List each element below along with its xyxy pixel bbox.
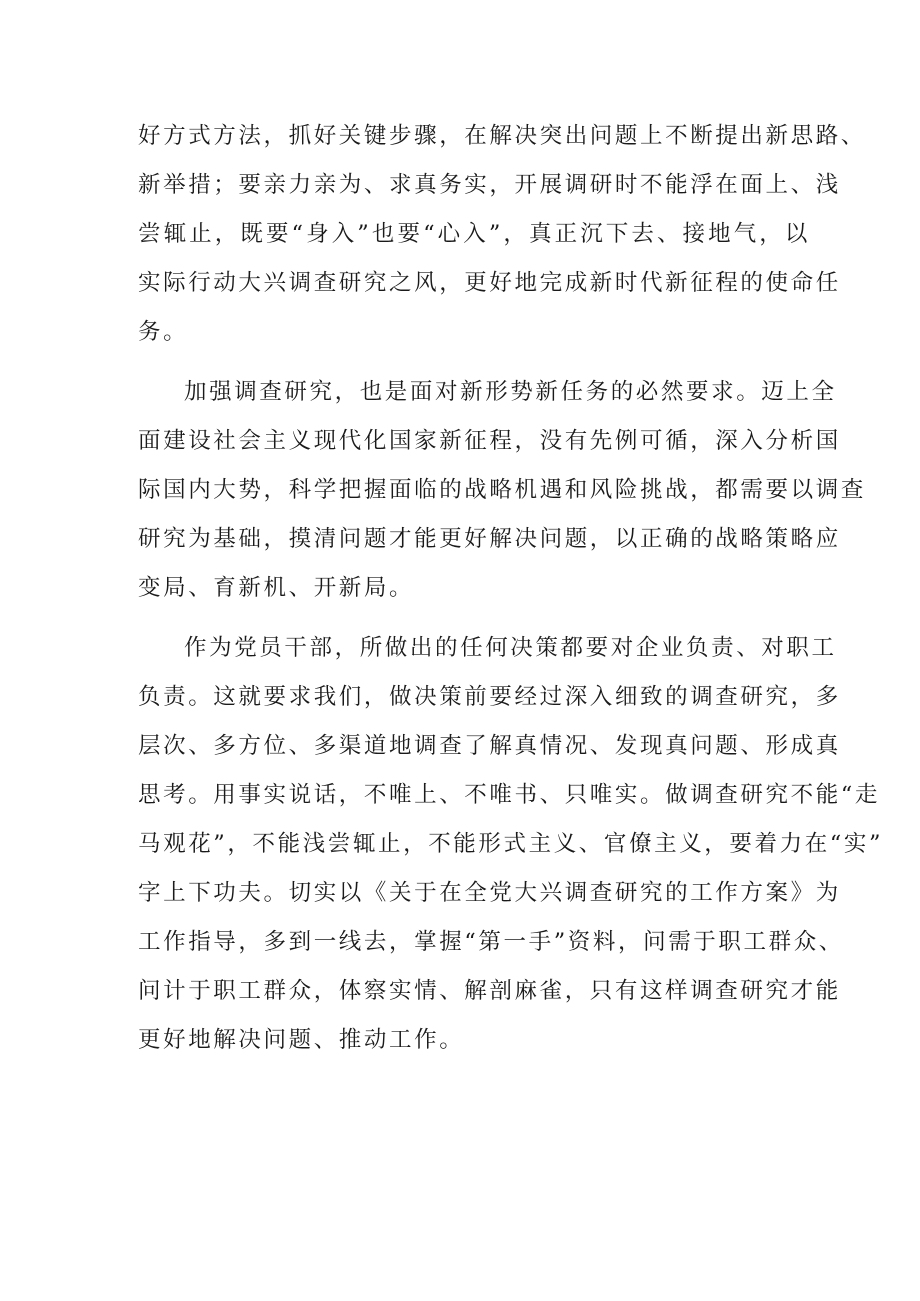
paragraph-line: 际国内大势，科学把握面临的战略机遇和风险挑战，都需要以调查	[138, 477, 866, 503]
paragraph-line: 思考。用事实说话，不唯上、不唯书、只唯实。做调查研究不能“走	[138, 782, 881, 808]
paragraph-line: 实际行动大兴调查研究之风，更好地完成新时代新征程的使命任	[138, 270, 841, 296]
paragraph-line: 层次、多方位、多渠道地调查了解真情况、发现真问题、形成真	[138, 733, 841, 759]
paragraph-line: 尝辄止，既要“身入”也要“心入”，真正沉下去、接地气，以	[138, 221, 810, 247]
paragraph-line: 负责。这就要求我们，做决策前要经过深入细致的调查研究，多	[138, 684, 841, 710]
paragraph-line: 面建设社会主义现代化国家新征程，没有先例可循，深入分析国	[138, 428, 841, 454]
paragraph-line: 务。	[138, 319, 189, 345]
paragraph-2	[138, 368, 866, 613]
paragraph-line: 好方式方法，抓好关键步骤，在解决突出问题上不断提出新思路、	[138, 123, 866, 149]
paragraph-line: 新举措；要亲力亲为、求真务实，开展调研时不能浮在面上、浅	[138, 172, 841, 198]
paragraph-1	[138, 112, 866, 357]
paragraph-line: 作为党员干部，所做出的任何决策都要对企业负责、对职工	[184, 635, 837, 661]
paragraph-3	[138, 624, 884, 1065]
paragraph-line: 字上下功夫。切实以《关于在全党大兴调查研究的工作方案》为	[138, 880, 841, 906]
paragraph-line: 变局、育新机、开新局。	[138, 575, 415, 601]
paragraph-line: 马观花”，不能浅尝辄止，不能形式主义、官僚主义，要着力在“实”	[138, 831, 884, 857]
paragraph-line: 更好地解决问题、推动工作。	[138, 1027, 465, 1053]
paragraph-line: 加强调查研究，也是面对新形势新任务的必然要求。迈上全	[184, 379, 837, 405]
paragraph-line: 工作指导，多到一线去，掌握“第一手”资料，问需于职工群众、	[138, 929, 844, 955]
paragraph-line: 问计于职工群众，体察实情、解剖麻雀，只有这样调查研究才能	[138, 978, 841, 1004]
paragraph-line: 研究为基础，摸清问题才能更好解决问题，以正确的战略策略应	[138, 526, 841, 552]
